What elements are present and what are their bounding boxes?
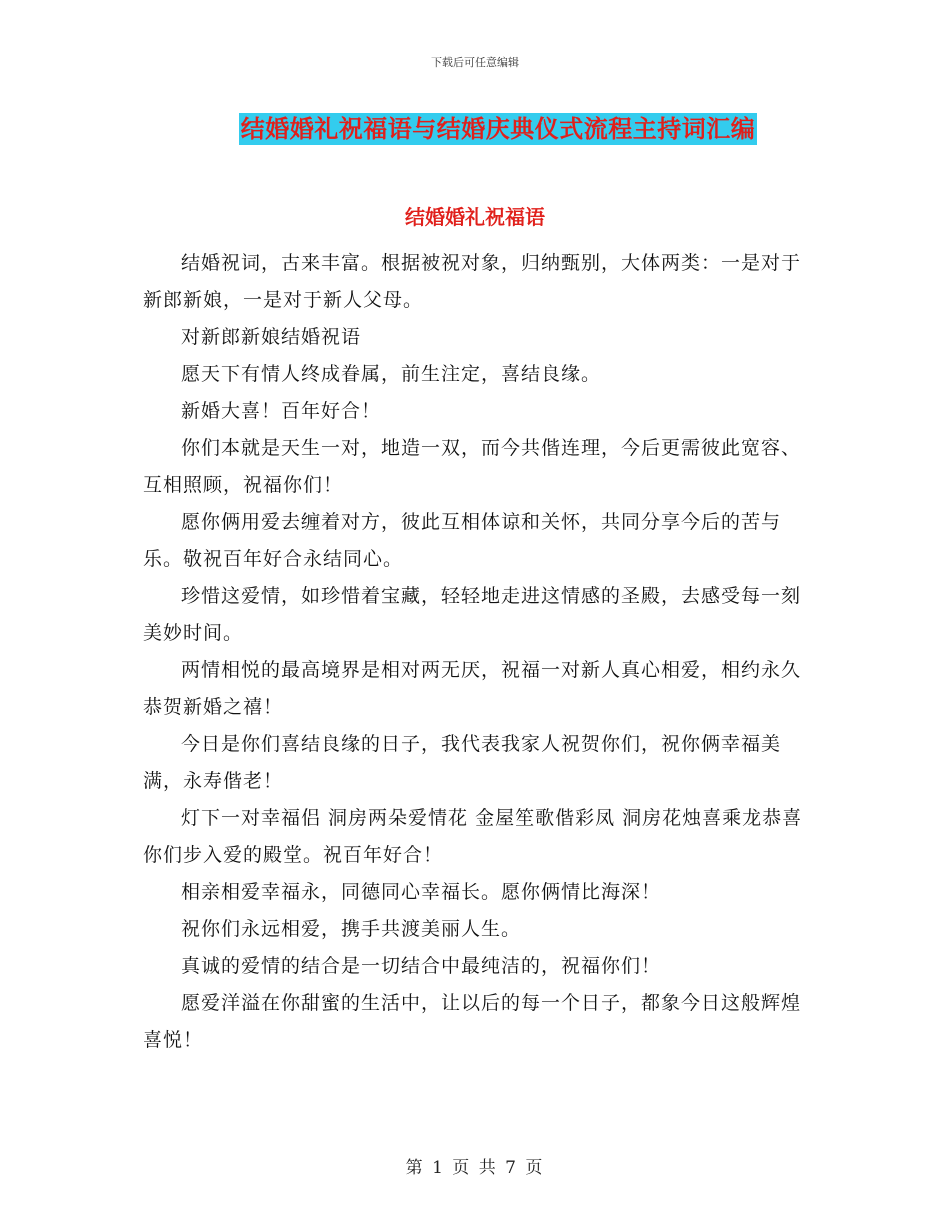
paragraph: 真诚的爱情的结合是一切结合中最纯洁的，祝福你们！ <box>181 955 662 977</box>
paragraph: 愿你俩用爱去缠着对方，彼此互相体谅和关怀，共同分享今后的苦与乐。敬祝百年好合永结同心。 <box>143 511 782 570</box>
paragraph: 新婚大喜！百年好合！ <box>181 400 382 422</box>
paragraph: 结婚祝词，古来丰富。根据被祝对象，归纳甄别，大体两类：一是对于新郎新娘，一是对于新人父母。 <box>143 252 802 311</box>
paragraph: 今日是你们喜结良缘的日子，我代表我家人祝贺你们，祝你俩幸福美满，永寿偕老！ <box>143 733 782 792</box>
page-footer: 第 1 页 共 7 页 <box>405 1158 545 1178</box>
header-note: 下载后可任意编辑 <box>431 56 519 69</box>
paragraph: 你们本就是天生一对，地造一双，而今共偕连理，今后更需彼此宽容、互相照顾，祝福你们！ <box>143 437 802 496</box>
paragraph: 两情相悦的最高境界是相对两无厌，祝福一对新人真心相爱，相约永久恭贺新婚之禧！ <box>143 659 802 718</box>
paragraph: 对新郎新娘结婚祝语 <box>181 326 362 348</box>
main-title-container <box>0 113 950 145</box>
paragraph: 灯下一对幸福侣 洞房两朵爱情花 金屋笙歌偕彩凤 洞房花烛喜乘龙恭喜你们步入爱的殿堂。祝百年好合！ <box>143 807 803 866</box>
document-body <box>143 245 811 1059</box>
paragraph: 祝你们永远相爱，携手共渡美丽人生。 <box>181 918 522 940</box>
paragraph: 相亲相爱幸福永，同德同心幸福长。愿你俩情比海深！ <box>181 881 662 903</box>
main-title: 结婚婚礼祝福语与结婚庆典仪式流程主持词汇编 <box>240 114 756 143</box>
paragraph: 愿爱洋溢在你甜蜜的生活中，让以后的每一个日子，都象今日这般辉煌喜悦！ <box>143 992 802 1051</box>
paragraph: 珍惜这爱情，如珍惜着宝藏，轻轻地走进这情感的圣殿，去感受每一刻美妙时间。 <box>143 585 802 644</box>
paragraph: 愿天下有情人终成眷属，前生注定，喜结良缘。 <box>181 363 602 385</box>
section-title: 结婚婚礼祝福语 <box>405 205 545 229</box>
